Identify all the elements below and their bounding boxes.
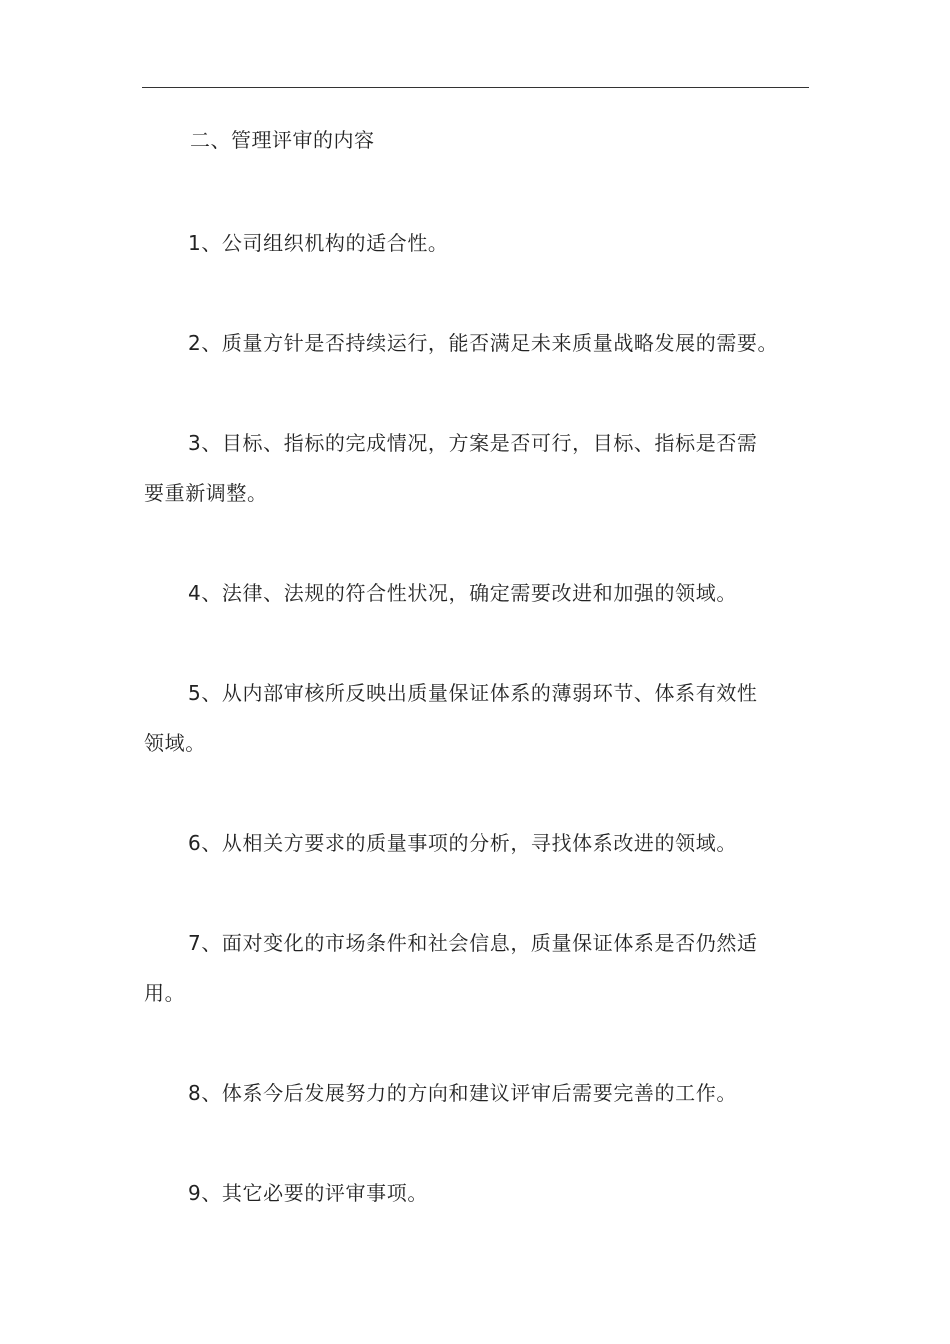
item-line: 9、其它必要的评审事项。 <box>188 1181 428 1205</box>
list-item <box>144 1168 808 1218</box>
list-item <box>144 568 808 618</box>
item-line-continued: 用。 <box>144 981 186 1005</box>
list-item <box>144 668 808 768</box>
document-body <box>144 118 808 1218</box>
header-rule <box>142 87 809 88</box>
item-line: 2、质量方针是否持续运行，能否满足未来质量战略发展的需要。 <box>188 331 779 355</box>
item-line-continued: 要重新调整。 <box>144 481 268 505</box>
list-item <box>144 818 808 868</box>
review-content-list <box>144 218 808 1218</box>
list-item <box>144 1068 808 1118</box>
item-line: 3、目标、指标的完成情况，方案是否可行，目标、指标是否需 <box>188 431 758 455</box>
item-line: 4、法律、法规的符合性状况，确定需要改进和加强的领域。 <box>188 581 737 605</box>
list-item <box>144 418 808 518</box>
item-line: 6、从相关方要求的质量事项的分析，寻找体系改进的领域。 <box>188 831 737 855</box>
item-line: 1、公司组织机构的适合性。 <box>188 231 449 255</box>
list-item <box>144 218 808 268</box>
item-line: 7、面对变化的市场条件和社会信息，质量保证体系是否仍然适 <box>188 931 758 955</box>
list-item <box>144 918 808 1018</box>
list-item <box>144 318 808 368</box>
item-line-continued: 领域。 <box>144 731 206 755</box>
item-line: 8、体系今后发展努力的方向和建议评审后需要完善的工作。 <box>188 1081 737 1105</box>
item-line: 5、从内部审核所反映出质量保证体系的薄弱环节、体系有效性 <box>188 681 758 705</box>
section-heading: 二、管理评审的内容 <box>190 128 375 152</box>
